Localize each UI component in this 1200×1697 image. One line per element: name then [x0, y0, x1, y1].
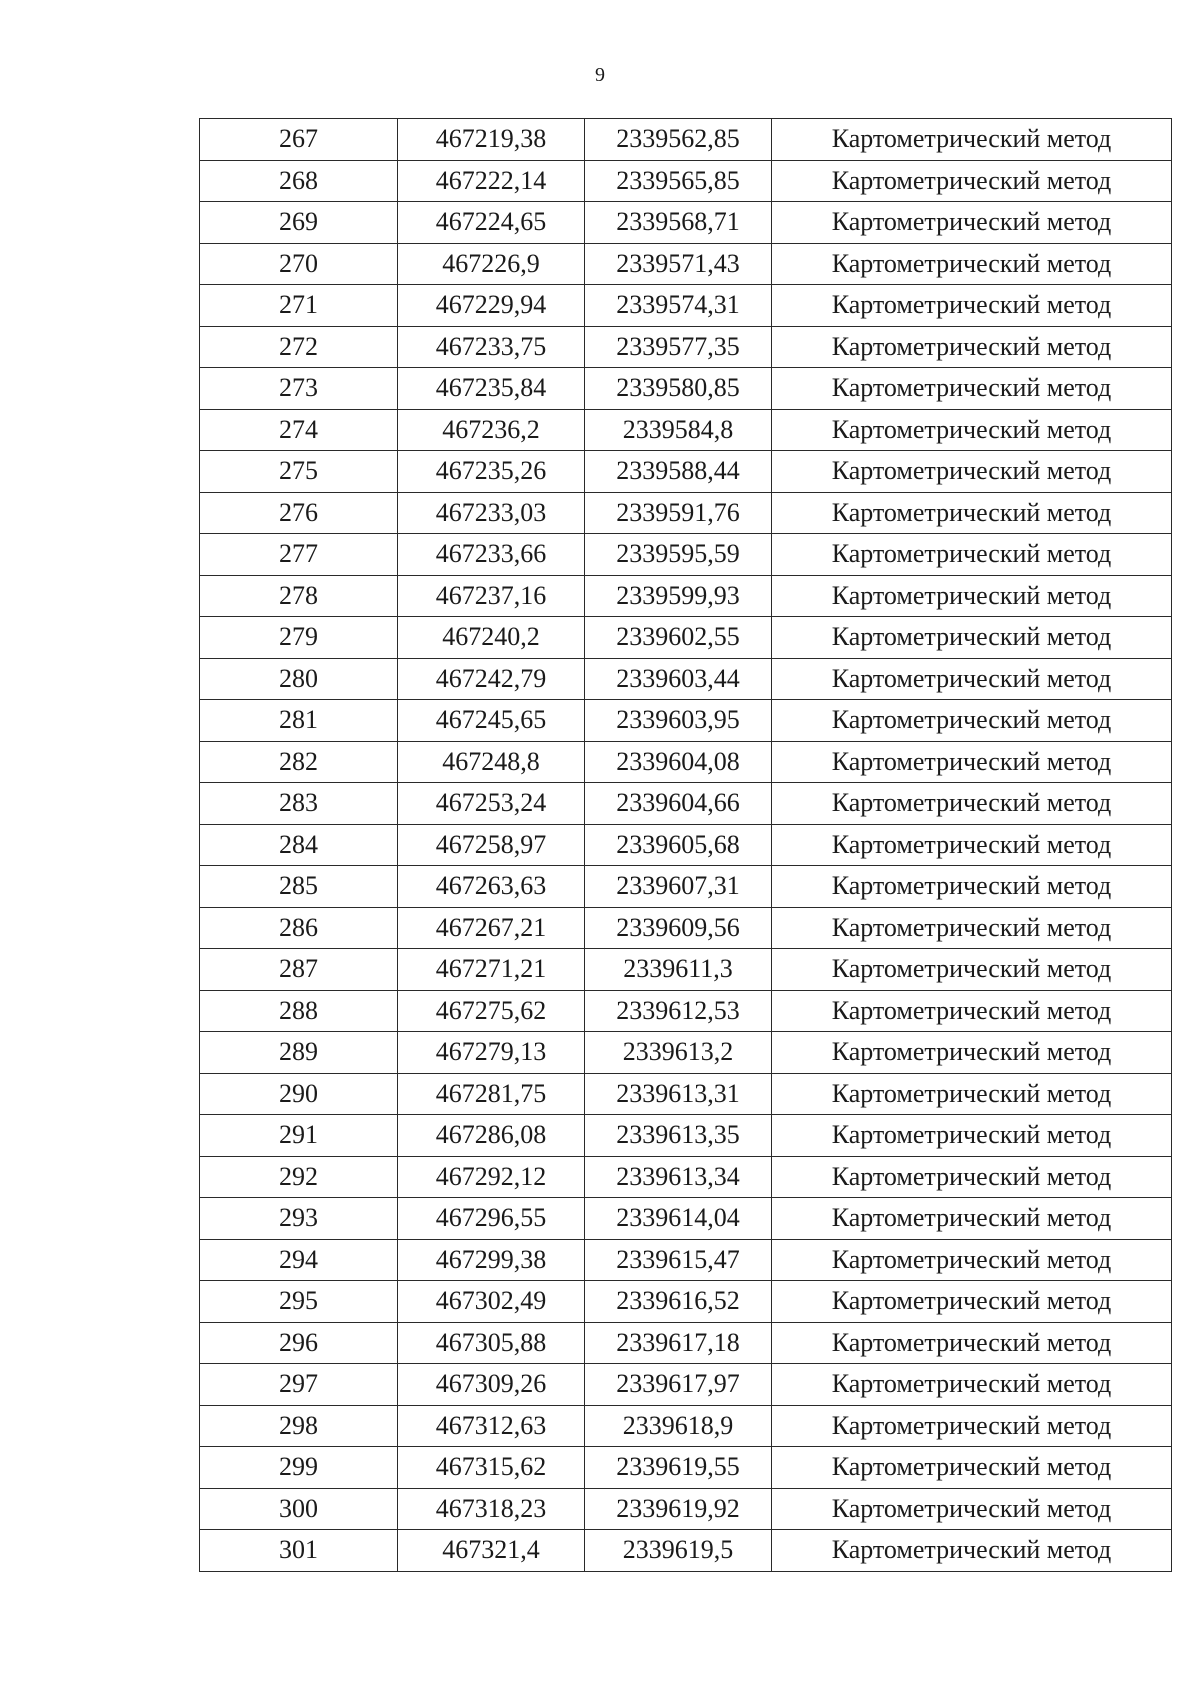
point-number-cell: 295 — [200, 1281, 398, 1323]
point-number-cell: 291 — [200, 1115, 398, 1157]
y-coordinate-cell: 2339603,44 — [585, 658, 772, 700]
y-coordinate-cell: 2339565,85 — [585, 160, 772, 202]
y-coordinate-cell: 2339595,59 — [585, 534, 772, 576]
point-number-cell: 280 — [200, 658, 398, 700]
y-coordinate-cell: 2339602,55 — [585, 617, 772, 659]
y-coordinate-cell: 2339607,31 — [585, 866, 772, 908]
point-number-cell: 296 — [200, 1322, 398, 1364]
x-coordinate-cell: 467302,49 — [398, 1281, 585, 1323]
method-cell: Картометрический метод — [772, 1032, 1172, 1074]
x-coordinate-cell: 467240,2 — [398, 617, 585, 659]
y-coordinate-cell: 2339577,35 — [585, 326, 772, 368]
method-cell: Картометрический метод — [772, 1239, 1172, 1281]
x-coordinate-cell: 467258,97 — [398, 824, 585, 866]
point-number-cell: 290 — [200, 1073, 398, 1115]
method-cell: Картометрический метод — [772, 617, 1172, 659]
table-row — [200, 658, 1172, 700]
table-row — [200, 243, 1172, 285]
point-number-cell: 282 — [200, 741, 398, 783]
y-coordinate-cell: 2339616,52 — [585, 1281, 772, 1323]
y-coordinate-cell: 2339619,55 — [585, 1447, 772, 1489]
method-cell: Картометрический метод — [772, 907, 1172, 949]
table-row — [200, 1032, 1172, 1074]
table-row — [200, 451, 1172, 493]
method-cell: Картометрический метод — [772, 1405, 1172, 1447]
point-number-cell: 272 — [200, 326, 398, 368]
method-cell: Картометрический метод — [772, 1488, 1172, 1530]
coordinates-table-body — [200, 119, 1172, 1572]
table-row — [200, 285, 1172, 327]
x-coordinate-cell: 467281,75 — [398, 1073, 585, 1115]
x-coordinate-cell: 467253,24 — [398, 783, 585, 825]
method-cell: Картометрический метод — [772, 326, 1172, 368]
point-number-cell: 268 — [200, 160, 398, 202]
x-coordinate-cell: 467235,84 — [398, 368, 585, 410]
y-coordinate-cell: 2339605,68 — [585, 824, 772, 866]
x-coordinate-cell: 467245,65 — [398, 700, 585, 742]
x-coordinate-cell: 467233,66 — [398, 534, 585, 576]
method-cell: Картометрический метод — [772, 368, 1172, 410]
y-coordinate-cell: 2339591,76 — [585, 492, 772, 534]
table-row — [200, 1364, 1172, 1406]
method-cell: Картометрический метод — [772, 658, 1172, 700]
y-coordinate-cell: 2339619,5 — [585, 1530, 772, 1572]
table-row — [200, 866, 1172, 908]
x-coordinate-cell: 467263,63 — [398, 866, 585, 908]
point-number-cell: 285 — [200, 866, 398, 908]
method-cell: Картометрический метод — [772, 1073, 1172, 1115]
table-row — [200, 1198, 1172, 1240]
point-number-cell: 294 — [200, 1239, 398, 1281]
table-row — [200, 949, 1172, 991]
y-coordinate-cell: 2339619,92 — [585, 1488, 772, 1530]
method-cell: Картометрический метод — [772, 741, 1172, 783]
table-row — [200, 783, 1172, 825]
x-coordinate-cell: 467312,63 — [398, 1405, 585, 1447]
x-coordinate-cell: 467305,88 — [398, 1322, 585, 1364]
method-cell: Картометрический метод — [772, 119, 1172, 161]
point-number-cell: 276 — [200, 492, 398, 534]
table-row — [200, 409, 1172, 451]
table-row — [200, 492, 1172, 534]
method-cell: Картометрический метод — [772, 492, 1172, 534]
table-row — [200, 1156, 1172, 1198]
method-cell: Картометрический метод — [772, 1156, 1172, 1198]
method-cell: Картометрический метод — [772, 285, 1172, 327]
point-number-cell: 300 — [200, 1488, 398, 1530]
y-coordinate-cell: 2339617,97 — [585, 1364, 772, 1406]
method-cell: Картометрический метод — [772, 1198, 1172, 1240]
point-number-cell: 287 — [200, 949, 398, 991]
point-number-cell: 298 — [200, 1405, 398, 1447]
coordinates-table — [199, 118, 1172, 1572]
y-coordinate-cell: 2339571,43 — [585, 243, 772, 285]
x-coordinate-cell: 467292,12 — [398, 1156, 585, 1198]
table-row — [200, 1447, 1172, 1489]
y-coordinate-cell: 2339568,71 — [585, 202, 772, 244]
method-cell: Картометрический метод — [772, 409, 1172, 451]
point-number-cell: 274 — [200, 409, 398, 451]
x-coordinate-cell: 467318,23 — [398, 1488, 585, 1530]
y-coordinate-cell: 2339613,35 — [585, 1115, 772, 1157]
y-coordinate-cell: 2339618,9 — [585, 1405, 772, 1447]
x-coordinate-cell: 467242,79 — [398, 658, 585, 700]
x-coordinate-cell: 467233,75 — [398, 326, 585, 368]
table-row — [200, 1405, 1172, 1447]
x-coordinate-cell: 467321,4 — [398, 1530, 585, 1572]
table-row — [200, 1115, 1172, 1157]
method-cell: Картометрический метод — [772, 783, 1172, 825]
point-number-cell: 299 — [200, 1447, 398, 1489]
point-number-cell: 270 — [200, 243, 398, 285]
table-row — [200, 1281, 1172, 1323]
x-coordinate-cell: 467279,13 — [398, 1032, 585, 1074]
x-coordinate-cell: 467315,62 — [398, 1447, 585, 1489]
table-row — [200, 990, 1172, 1032]
table-row — [200, 1488, 1172, 1530]
point-number-cell: 289 — [200, 1032, 398, 1074]
method-cell: Картометрический метод — [772, 202, 1172, 244]
y-coordinate-cell: 2339562,85 — [585, 119, 772, 161]
y-coordinate-cell: 2339615,47 — [585, 1239, 772, 1281]
point-number-cell: 278 — [200, 575, 398, 617]
method-cell: Картометрический метод — [772, 534, 1172, 576]
x-coordinate-cell: 467236,2 — [398, 409, 585, 451]
method-cell: Картометрический метод — [772, 451, 1172, 493]
x-coordinate-cell: 467309,26 — [398, 1364, 585, 1406]
table-row — [200, 700, 1172, 742]
point-number-cell: 275 — [200, 451, 398, 493]
table-row — [200, 617, 1172, 659]
table-row — [200, 160, 1172, 202]
table-row — [200, 368, 1172, 410]
point-number-cell: 297 — [200, 1364, 398, 1406]
x-coordinate-cell: 467219,38 — [398, 119, 585, 161]
point-number-cell: 269 — [200, 202, 398, 244]
table-row — [200, 1239, 1172, 1281]
method-cell: Картометрический метод — [772, 1115, 1172, 1157]
method-cell: Картометрический метод — [772, 1530, 1172, 1572]
point-number-cell: 286 — [200, 907, 398, 949]
point-number-cell: 301 — [200, 1530, 398, 1572]
y-coordinate-cell: 2339614,04 — [585, 1198, 772, 1240]
x-coordinate-cell: 467235,26 — [398, 451, 585, 493]
x-coordinate-cell: 467226,9 — [398, 243, 585, 285]
x-coordinate-cell: 467237,16 — [398, 575, 585, 617]
method-cell: Картометрический метод — [772, 243, 1172, 285]
y-coordinate-cell: 2339611,3 — [585, 949, 772, 991]
method-cell: Картометрический метод — [772, 575, 1172, 617]
point-number-cell: 279 — [200, 617, 398, 659]
y-coordinate-cell: 2339604,66 — [585, 783, 772, 825]
table-row — [200, 202, 1172, 244]
method-cell: Картометрический метод — [772, 1364, 1172, 1406]
y-coordinate-cell: 2339599,93 — [585, 575, 772, 617]
table-row — [200, 1530, 1172, 1572]
method-cell: Картометрический метод — [772, 160, 1172, 202]
y-coordinate-cell: 2339588,44 — [585, 451, 772, 493]
y-coordinate-cell: 2339604,08 — [585, 741, 772, 783]
point-number-cell: 281 — [200, 700, 398, 742]
y-coordinate-cell: 2339617,18 — [585, 1322, 772, 1364]
y-coordinate-cell: 2339613,34 — [585, 1156, 772, 1198]
point-number-cell: 267 — [200, 119, 398, 161]
y-coordinate-cell: 2339613,31 — [585, 1073, 772, 1115]
y-coordinate-cell: 2339612,53 — [585, 990, 772, 1032]
y-coordinate-cell: 2339584,8 — [585, 409, 772, 451]
method-cell: Картометрический метод — [772, 990, 1172, 1032]
method-cell: Картометрический метод — [772, 1447, 1172, 1489]
method-cell: Картометрический метод — [772, 866, 1172, 908]
point-number-cell: 292 — [200, 1156, 398, 1198]
method-cell: Картометрический метод — [772, 700, 1172, 742]
table-row — [200, 326, 1172, 368]
page-number: 9 — [595, 64, 605, 86]
x-coordinate-cell: 467296,55 — [398, 1198, 585, 1240]
table-row — [200, 741, 1172, 783]
table-row — [200, 824, 1172, 866]
table-row — [200, 575, 1172, 617]
method-cell: Картометрический метод — [772, 949, 1172, 991]
x-coordinate-cell: 467299,38 — [398, 1239, 585, 1281]
x-coordinate-cell: 467271,21 — [398, 949, 585, 991]
point-number-cell: 293 — [200, 1198, 398, 1240]
x-coordinate-cell: 467222,14 — [398, 160, 585, 202]
y-coordinate-cell: 2339603,95 — [585, 700, 772, 742]
point-number-cell: 284 — [200, 824, 398, 866]
x-coordinate-cell: 467233,03 — [398, 492, 585, 534]
x-coordinate-cell: 467229,94 — [398, 285, 585, 327]
point-number-cell: 271 — [200, 285, 398, 327]
table-row — [200, 119, 1172, 161]
point-number-cell: 273 — [200, 368, 398, 410]
table-row — [200, 907, 1172, 949]
method-cell: Картометрический метод — [772, 1322, 1172, 1364]
point-number-cell: 283 — [200, 783, 398, 825]
y-coordinate-cell: 2339609,56 — [585, 907, 772, 949]
table-row — [200, 1322, 1172, 1364]
x-coordinate-cell: 467286,08 — [398, 1115, 585, 1157]
point-number-cell: 277 — [200, 534, 398, 576]
method-cell: Картометрический метод — [772, 1281, 1172, 1323]
y-coordinate-cell: 2339580,85 — [585, 368, 772, 410]
table-row — [200, 534, 1172, 576]
x-coordinate-cell: 467224,65 — [398, 202, 585, 244]
y-coordinate-cell: 2339574,31 — [585, 285, 772, 327]
x-coordinate-cell: 467275,62 — [398, 990, 585, 1032]
point-number-cell: 288 — [200, 990, 398, 1032]
y-coordinate-cell: 2339613,2 — [585, 1032, 772, 1074]
table-row — [200, 1073, 1172, 1115]
method-cell: Картометрический метод — [772, 824, 1172, 866]
x-coordinate-cell: 467248,8 — [398, 741, 585, 783]
x-coordinate-cell: 467267,21 — [398, 907, 585, 949]
